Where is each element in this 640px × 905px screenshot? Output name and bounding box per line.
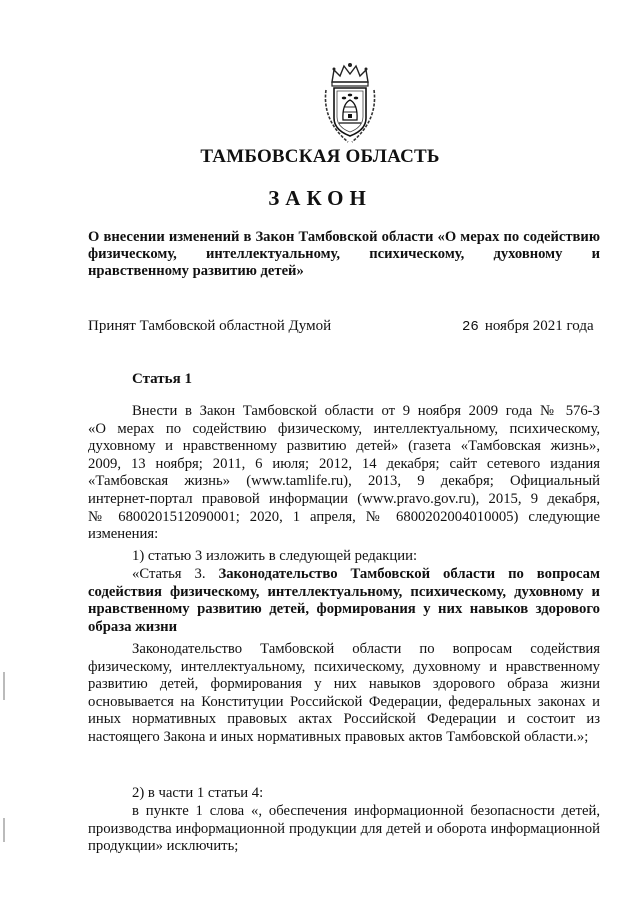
intro-line: Внести в Закон Тамбовской области от 9 ноября 2009 года № 576-З (132, 403, 600, 419)
intro-line: «О мерах по содействию физическому, интеллектуальному, психическому, (88, 420, 600, 437)
amendment-item-2-text: в пункте 1 слова «, обеспечения информационной безопасности детей, производства информационной продукции для детей и оборота информационной продукции» исключить; (88, 803, 600, 855)
intro-line: 2009, 13 ноября; 2011, 6 июля; 2012, 14 декабря; сайт сетевого издания (88, 455, 600, 472)
region-heading: ТАМБОВСКАЯ ОБЛАСТЬ (200, 146, 440, 167)
adoption-month-year: ноября 2021 года (484, 318, 594, 334)
adopted-by: Принят Тамбовской областной Думой (88, 318, 332, 334)
quoted-article-heading (88, 566, 600, 636)
margin-scan-mark (3, 672, 5, 700)
amendment-item-2: 2) в части 1 статьи 4: (132, 785, 264, 801)
intro-line: изменения: (88, 526, 159, 543)
margin-scan-mark (3, 818, 5, 842)
adoption-day: 26 (462, 319, 479, 335)
article-intro (88, 403, 600, 544)
intro-line: № 6800201512090001; 2020, 1 апреля, № 6800202004010005) следующие (88, 508, 600, 525)
coat-of-arms-icon (322, 60, 378, 144)
quoted-article-body: Законодательство Тамбовской области по вопросам содействия физическому, интеллектуальному, психическому, духовному и нравственному развитию детей, формирования у них навыков здорового образа жизни основывается на Конституции Российской Федерации, федеральных законах и иных нормативных правовых актах Российской Федерации и состоит из настоящего Закона и иных нормативных правовых актов Тамбовской области.»; (88, 641, 600, 745)
intro-line: духовному и нравственному развитию детей» (газета «Тамбовская жизнь», (88, 438, 600, 455)
quoted-article-title: Законодательство Тамбовской области по вопросам содействия физическому, интеллектуальному, психическому, духовному и нравственному развитию детей, формирования у них навыков здорового образа жизни (88, 566, 600, 635)
adoption-date (462, 318, 594, 335)
quoted-article-prefix: «Статья 3. (132, 566, 219, 582)
intro-line: интернет-портал правовой информации (www.pravo.gov.ru), 2015, 9 декабря, (88, 490, 600, 507)
amendment-item-1: 1) статью 3 изложить в следующей редакции: (132, 548, 418, 564)
document-type: ЗАКОН (268, 186, 372, 210)
intro-line: «Тамбовская жизнь» (www.tamlife.ru), 2013, 9 декабря; Официальный (88, 473, 600, 490)
law-title: О внесении изменений в Закон Тамбовской области «О мерах по содействию физическому, интеллектуальному, психическому, духовному и нравственному развитию детей» (88, 229, 600, 279)
article-heading: Статья 1 (132, 371, 192, 387)
